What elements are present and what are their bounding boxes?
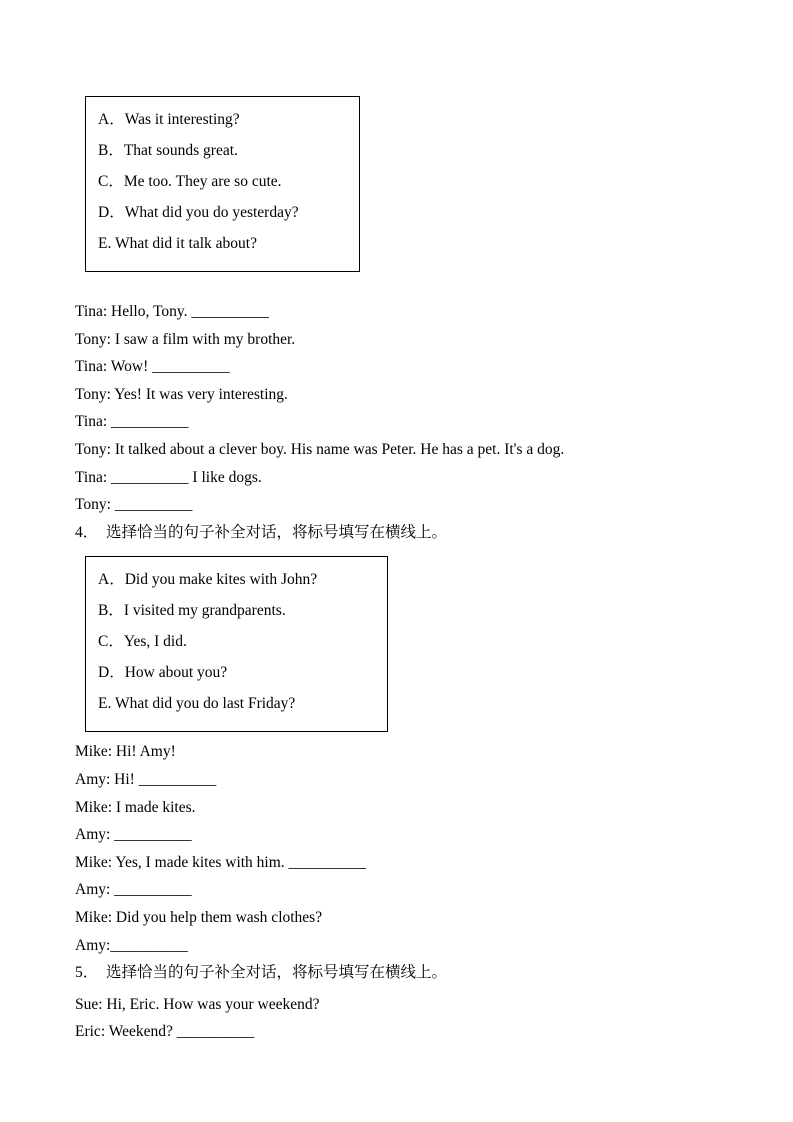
dialogue-line: Tina: __________ (75, 413, 189, 431)
dialogue-line: Tina: Hello, Tony. __________ (75, 303, 269, 320)
exercise4-option-a: A．Did you make kites with John? (98, 571, 318, 589)
exercise3-option-c: C．Me too. They are so cute. (98, 173, 282, 190)
dialogue-line: Amy: Hi! __________ (75, 770, 217, 788)
dialogue-line: Tony: Yes! It was very interesting. (75, 385, 288, 403)
exercise4-options-box (85, 556, 388, 732)
dialogue-line: Mike: I made kites. (75, 798, 196, 816)
dialogue-line: Mike: Hi! Amy! (75, 743, 176, 761)
exercise3-option-b: B．That sounds great. (98, 142, 238, 159)
exercise5-heading: 5． 选择恰当的句子补全对话，将标号填写在横线上。 (75, 964, 448, 982)
dialogue-line: Amy: __________ (75, 881, 192, 899)
dialogue-line: Amy: __________ (75, 826, 192, 844)
exercise4-heading: 4． 选择恰当的句子补全对话，将标号填写在横线上。 (75, 523, 448, 541)
exercise3-dialogue (75, 298, 738, 519)
dialogue-line: Tina: __________ I like dogs. (75, 468, 262, 486)
dialogue-line: Mike: Did you help them wash clothes? (75, 908, 323, 926)
dialogue-line: Tony: I saw a film with my brother. (75, 330, 296, 348)
dialogue-line: Tony: It talked about a clever boy. His name was Peter. He has a pet. It's a dog. (75, 440, 565, 458)
exercise4-option-d: D．How about you? (98, 664, 228, 682)
exercise4-dialogue (75, 738, 738, 959)
dialogue-line: Eric: Weekend? __________ (75, 1023, 255, 1041)
dialogue-line: Tina: Wow! __________ (75, 358, 230, 376)
exercise4-option-c: C．Yes, I did. (98, 633, 187, 651)
exercise5-dialogue (75, 991, 738, 1046)
exercise4-option-e: E. What did you do last Friday? (98, 695, 296, 713)
exercise3-option-e: E. What did it talk about? (98, 235, 257, 252)
dialogue-line: Tony: __________ (75, 496, 193, 514)
exercise4-options-box-wrap (75, 556, 738, 732)
dialogue-line: Mike: Yes, I made kites with him. __________ (75, 853, 367, 871)
exercise3-option-a: A．Was it interesting? (98, 111, 240, 128)
dialogue-line: Sue: Hi, Eric. How was your weekend? (75, 995, 320, 1013)
exercise4-option-b: B．I visited my grandparents. (98, 602, 286, 620)
exercise3-options-box (85, 96, 360, 272)
dialogue-line: Amy:__________ (75, 936, 188, 954)
exercise3-option-d: D．What did you do yesterday? (98, 204, 299, 221)
